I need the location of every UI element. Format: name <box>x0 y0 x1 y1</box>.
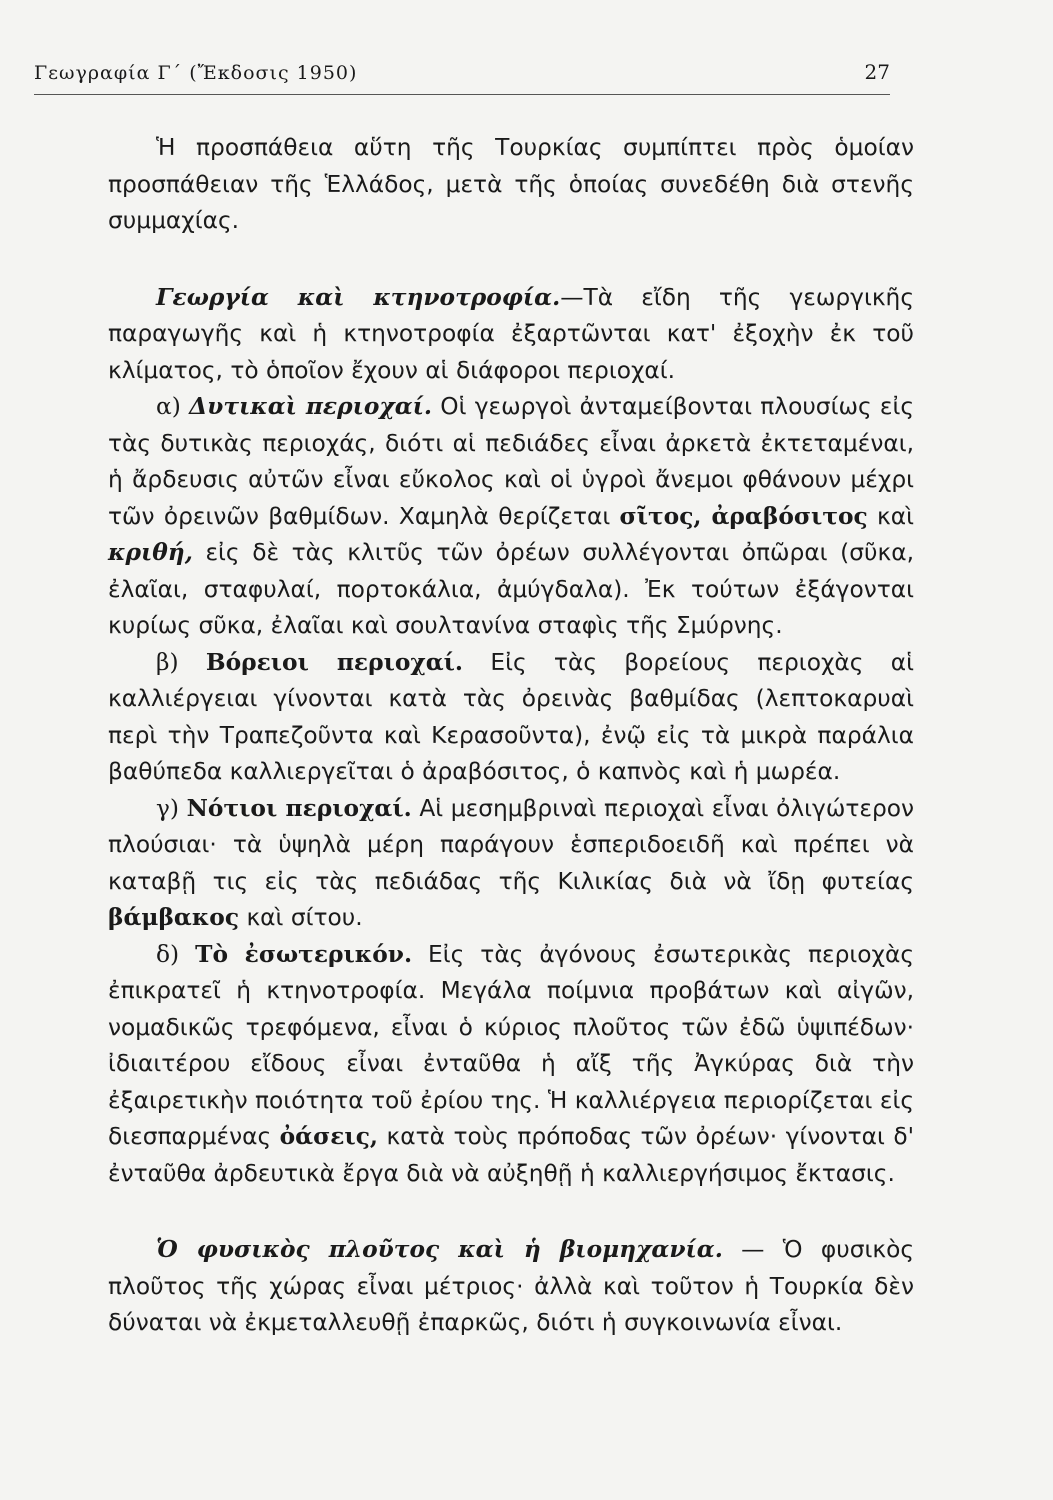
paragraph-text: Αἱ μεσημβριναὶ περιοχαὶ εἶναι ὀλιγώτερον πλούσιαι· τὰ ὑψηλὰ μέρη παράγουν ἑσπεριδοειδῆ καὶ πρέπει νὰ καταβῇ τις εἰς τὰς πεδιάδας τῆς Κιλικίας διὰ νὰ ἴδῃ φυτείας <box>108 794 915 895</box>
page-body <box>108 130 914 1342</box>
paragraph-alliance <box>108 130 914 240</box>
page-number: 27 <box>864 60 890 84</box>
section-heading-natural-wealth: Ὁ φυσικὸς πλοῦτος καὶ ἡ βιομηχανία. <box>156 1236 723 1263</box>
item-label: δ) <box>156 940 180 968</box>
subheading-western: Δυτικαὶ περιοχαί. <box>189 393 433 420</box>
running-header <box>34 60 890 95</box>
paragraph-northern-regions <box>108 645 914 791</box>
paragraph-text: καὶ <box>877 502 914 530</box>
bold-term: ὀάσεις, <box>279 1123 378 1150</box>
paragraph-text: Οἱ γεωργοὶ ἀνταμείβονται πλουσίως εἰς τὰς δυτικὰς περιοχάς, διότι αἱ πεδιάδες εἶναι ἀρκετὰ ἐκτεταμέναι, ἡ ἄρδευσις αὐτῶν εἶναι εὔκολος καὶ οἱ ὑγροὶ ἄνεμοι φθάνουν μέχρι τῶν ὀρεινῶν βαθμίδων. Χαμηλὰ θερίζεται <box>108 393 915 530</box>
paragraph-interior <box>108 937 914 1193</box>
paragraph-natural-wealth <box>108 1232 914 1342</box>
paragraph-text: —Τὰ εἴδη τῆς γεωργικῆς παραγωγῆς καὶ ἡ κτηνοτροφία ἐξαρτῶνται κατ' ἐξοχὴν ἐκ τοῦ κλίματος, τὸ ὁποῖον ἔχουν αἱ διάφοροι περιοχαί. <box>108 283 915 384</box>
subheading-interior: Τὸ ἐσωτερικόν. <box>195 940 413 968</box>
paragraph-southern-regions <box>108 791 914 937</box>
subheading-northern: Βόρειοι περιοχαί. <box>205 648 464 676</box>
paragraph-text: εἰς δὲ τὰς κλιτῦς τῶν ὀρέων συλλέγονται ὀπῶραι (σῦκα, ἐλαῖαι, σταφυλαί, πορτοκάλια, ἀμύγδαλα). Ἐκ τούτων ἐξάγονται κυρίως σῦκα, ἐλαῖαι καὶ σουλτανίνα σταφὶς τῆς Σμύρνης. <box>108 539 915 639</box>
paragraph-text: Ἡ προσπάθεια αὕτη τῆς Τουρκίας συμπίπτει πρὸς ὁμοίαν προσπάθειαν τῆς Ἑλλάδος, μετὰ τῆς ὁποίας συνεδέθη διὰ στενῆς συμμαχίας. <box>108 134 914 234</box>
item-label: γ) <box>156 794 180 822</box>
paragraph-text: Εἰς τὰς βορείους περιοχὰς αἱ καλλιέργειαι γίνονται κατὰ τὰς ὀρεινὰς βαθμίδας (λεπτοκαρυαὶ περὶ τὴν Τραπεζοῦντα καὶ Κερασοῦντα), ἐνῷ εἰς τὰ μικρὰ παράλια βαθύπεδα καλλιεργεῖται ὁ ἀραβόσιτος, ὁ καπνὸς καὶ ἡ μωρέα. <box>108 648 914 785</box>
subheading-southern: Νότιοι περιοχαί. <box>186 794 412 822</box>
paragraph-text: — Ὁ φυσικὸς πλοῦτος τῆς χώρας εἶναι μέτριος· ἀλλὰ καὶ τοῦτον ἡ Τουρκία δὲν δύναται νὰ ἐκμεταλλευθῇ ἐπαρκῶς, διότι ἡ συγκοινωνία εἶναι. <box>108 1236 915 1336</box>
section-heading-agriculture: Γεωργία καὶ κτηνοτροφία. <box>156 283 561 311</box>
item-label: α) <box>156 393 181 420</box>
bold-term: κριθή, <box>108 539 193 566</box>
paragraph-text: καὶ σίτου. <box>246 904 363 931</box>
paragraph-text: Εἰς τὰς ἀγόνους ἐσωτερικὰς περιοχὰς ἐπικρατεῖ ἡ κτηνοτροφία. Μεγάλα ποίμνια προβάτων καὶ αἰγῶν, νομαδικῶς τρεφόμενα, εἶναι ὁ κύριος πλοῦτος τῶν ἐδῶ ὑψιπέδων· ἰδιαιτέρου εἴδους εἶναι ἐνταῦθα ἡ αἴξ τῆς Ἀγκύρας διὰ τὴν ἐξαιρετικὴν ποιότητα τοῦ ἐρίου της. Ἡ καλλιέργεια περιορίζεται εἰς διεσπαρμένας <box>108 940 915 1150</box>
bold-term: σῖτος, ἀραβόσιτος <box>619 502 868 530</box>
paragraph-agriculture <box>108 280 914 390</box>
bold-term: βάμβακος <box>108 904 240 931</box>
running-title: Γεωγραφία Γ΄ (Ἔκδοσις 1950) <box>34 62 358 84</box>
paragraph-text: κατὰ τοὺς πρόποδας τῶν ὀρέων· γίνονται δ' ἐνταῦθα ἀρδευτικὰ ἔργα διὰ νὰ αὐξηθῇ ἡ καλλιεργήσιμος ἔκτασις. <box>108 1123 915 1187</box>
item-label: β) <box>156 648 179 676</box>
paragraph-western-regions <box>108 389 914 645</box>
